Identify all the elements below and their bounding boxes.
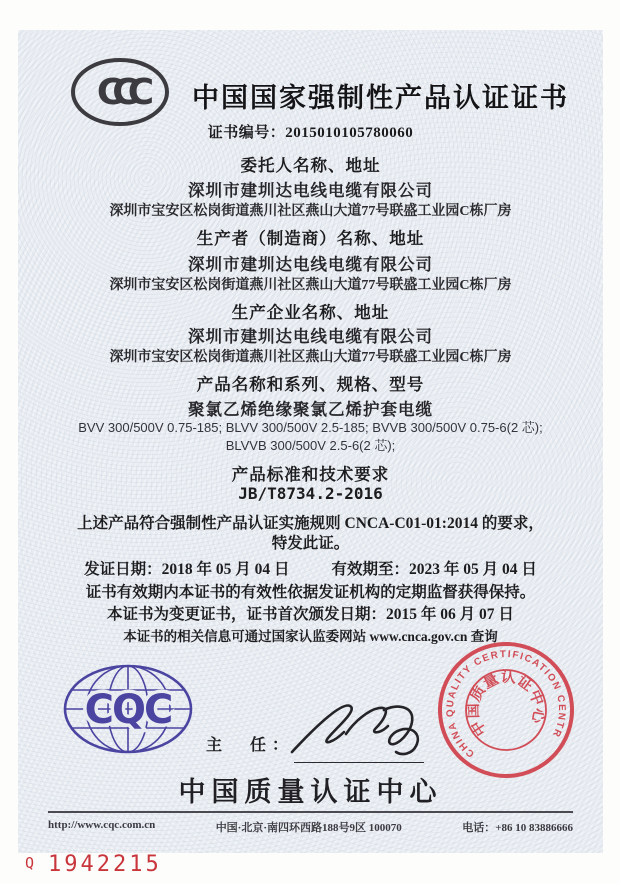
factory-heading: 生产企业名称、地址 bbox=[231, 303, 390, 322]
applicant-address: 深圳市宝安区松岗街道燕川社区燕山大道77号联盛工业园C栋厂房 bbox=[109, 204, 512, 219]
footer-divider bbox=[48, 811, 573, 813]
cqc-globe-icon bbox=[58, 662, 198, 756]
issue-date: 发证日期：2018 年 05 月 04 日 bbox=[84, 561, 290, 578]
manufacturer-heading: 生产者（制造商）名称、地址 bbox=[196, 229, 425, 248]
issuing-organization-name: 中国质量认证中心 bbox=[178, 777, 443, 807]
footer-phone: 电话：+86 10 83886666 bbox=[462, 822, 573, 834]
certificate-number: 证书编号：2015010105780060 bbox=[207, 125, 414, 141]
product-models: BVV 300/500V 0.75-185; BLVV 300/500V 2.5-185; BVVB 300/500V 0.75-6(2 芯); BLVVB 300/500V 2.5-6(2 芯); bbox=[78, 420, 543, 453]
certificate-paper bbox=[18, 30, 603, 853]
standard-heading: 产品标准和技术要求 bbox=[231, 465, 390, 484]
cqc-official-seal-stamp bbox=[426, 630, 586, 790]
maintenance-note: 证书有效期内本证书的有效性依据发证机构的定期监督获得保持。 bbox=[85, 584, 536, 601]
compliance-statement-line2: 特发此证。 bbox=[271, 535, 350, 552]
product-heading: 产品名称和系列、规格、型号 bbox=[196, 375, 425, 394]
compliance-statement-line1: 上述产品符合强制性产品认证实施规则 CNCA-C01-01:2014 的要求， bbox=[77, 515, 544, 532]
ccc-mark-icon bbox=[68, 56, 172, 128]
factory-address: 深圳市宝安区松岗街道燕川社区燕山大道77号联盛工业园C栋厂房 bbox=[109, 350, 512, 365]
seal-english-text: CHINA QUALITY CERTIFICATION CENTRE bbox=[444, 648, 568, 760]
manufacturer-address: 深圳市宝安区松岗街道燕川社区燕山大道77号联盛工业园C栋厂房 bbox=[109, 278, 512, 293]
manufacturer-name: 深圳市建圳达电线电缆有限公司 bbox=[188, 255, 433, 274]
serial-digits: 1942215 bbox=[48, 852, 162, 877]
applicant-heading: 委托人名称、地址 bbox=[240, 156, 381, 175]
cqc-globe-letters: CQC bbox=[84, 687, 172, 733]
form-serial-number bbox=[25, 852, 162, 877]
info-note: 本证书的相关信息可通过国家认监委网站 www.cnca.gov.cn 查询 bbox=[123, 629, 498, 644]
seal-chinese-text: 中国质量认证中心 bbox=[465, 669, 547, 739]
director-label: 主 任： bbox=[206, 737, 295, 754]
footer-address: 中国·北京·南四环西路188号9区 100070 bbox=[215, 822, 402, 834]
change-note: 本证书为变更证书，证书首次颁发日期：2015 年 06 月 07 日 bbox=[107, 606, 514, 623]
valid-until-date: 有效期至：2023 年 05 月 04 日 bbox=[331, 561, 537, 578]
product-name: 聚氯乙烯绝缘聚氯乙烯护套电缆 bbox=[188, 400, 433, 419]
signature-line bbox=[294, 762, 424, 763]
footer bbox=[48, 819, 573, 835]
certificate-title: 中国国家强制性产品认证证书 bbox=[192, 83, 569, 113]
director-block bbox=[206, 692, 426, 767]
factory-name: 深圳市建圳达电线电缆有限公司 bbox=[188, 327, 433, 346]
standard-value: JB/T8734.2-2016 bbox=[238, 484, 383, 503]
footer-website: http://www.cqc.com.cn bbox=[48, 819, 156, 831]
serial-prefix: Q bbox=[25, 854, 35, 872]
director-signature bbox=[284, 694, 434, 762]
ccc-mark-letters: CCC bbox=[96, 72, 144, 113]
applicant-name: 深圳市建圳达电线电缆有限公司 bbox=[188, 181, 433, 200]
svg-text:CHINA QUALITY CERTIFICATION bbox=[432, 636, 576, 765]
dates-line bbox=[18, 557, 603, 579]
